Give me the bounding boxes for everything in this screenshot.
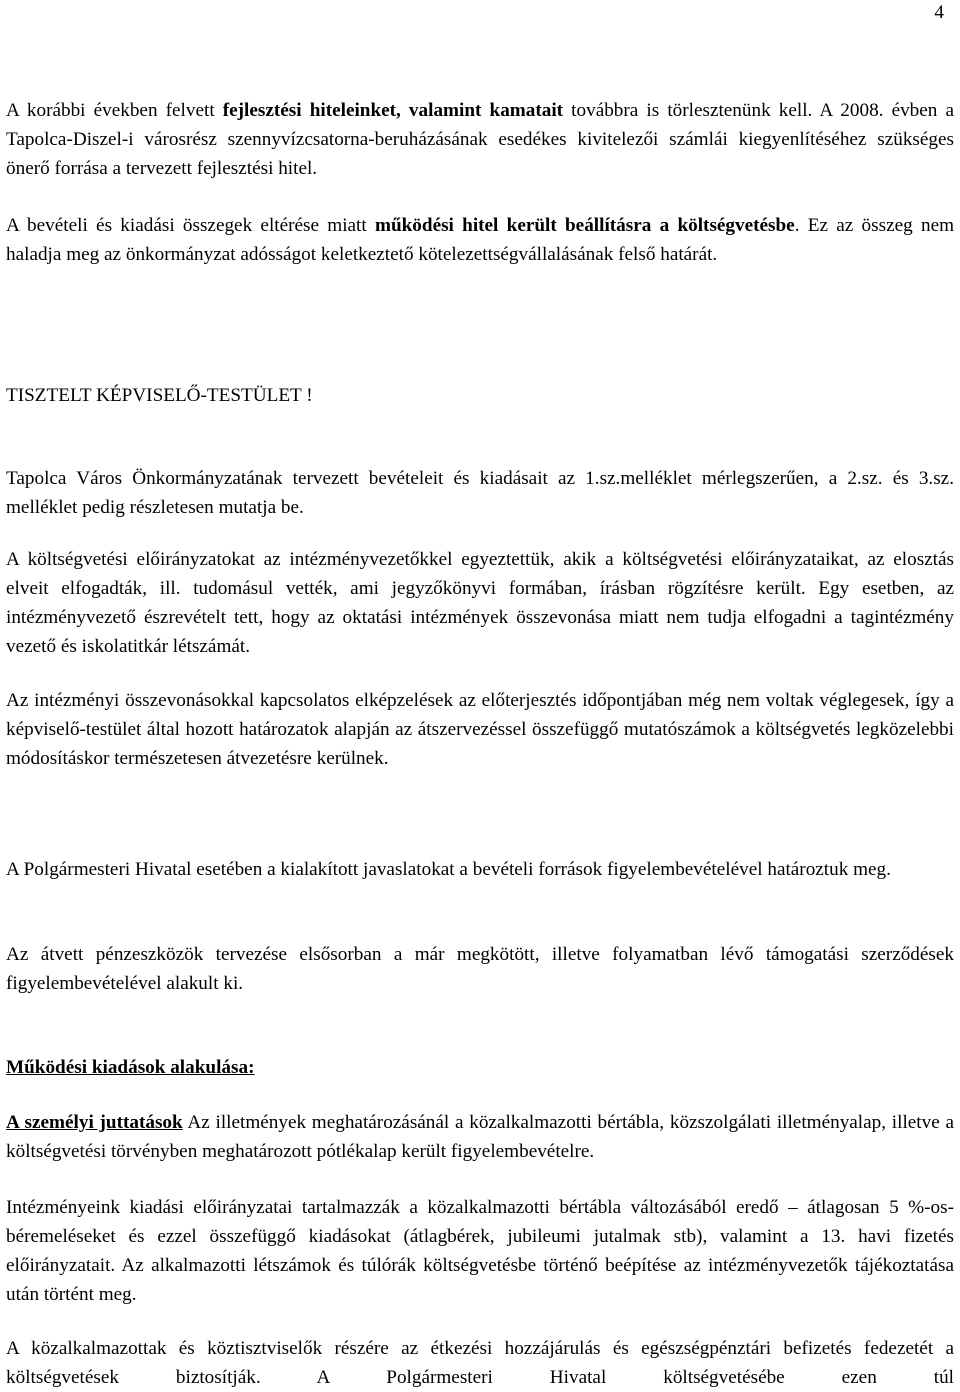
bold-text: fejlesztési hiteleinket, valamint kamatait: [222, 100, 564, 121]
paragraph-salary-increase: Intézményeink kiadási előirányzatai tartalmazzák a közalkalmazotti bértábla változásából eredő – átlagosan 5 %-os- béremeléseket és ezzel összefüggő kiadásokat (átlagbérek, jubileumi jutalmak stb), valamint a 13. havi fizetés előirányzatait. Az alkalmazotti létszámok és túlórák költségvetésbe történő beépítése az intézményvezetők tájékoztatása után történt meg.: [6, 1197, 954, 1305]
paragraph-budget-appendix: Tapolca Város Önkormányzatának tervezett bevételeit és kiadásait az 1.sz.melléklet mérlegszerűen, a 2.sz. és 3.sz. melléklet pedig részletesen mutatja be.: [6, 468, 954, 518]
paragraph-development-loans: A korábbi években felvett fejlesztési hiteleinket, valamint kamatait továbbra is törlesztenünk kell. A 2008. évben a Tapolca-Diszel-i városrész szennyvízcsatorna-beruházásának esedékes kivitelezői számlái kiegyenlítéséhez szükséges önerő forrása a tervezett fejlesztési hitel.: [6, 100, 955, 179]
underlined-term: A személyi juttatások: [6, 1112, 183, 1133]
paragraph-meal-allowance: A közalkalmazottak és köztisztviselők részére az étkezési hozzájárulás és egészségpénztári befizetés fedezetét a költségvetések biztosítják. A Polgármesteri Hivatal költségvetésébe ezen túl: [6, 1338, 954, 1388]
section-heading: Működési kiadások alakulása:: [6, 1057, 255, 1078]
paragraph-institution-merger: Az intézményi összevonásokkal kapcsolatos elképzelések az előterjesztés időpontjában még nem voltak véglegesek, így a képviselő-testület által hozott határozatok alapján az átszervezéssel összefüggő mutatószámok a költségvetés legközelebbi módosításkor természetesen átvezetésre kerülnek.: [6, 690, 954, 769]
bold-text: működési hitel került beállításra a költségvetésbe: [374, 215, 795, 236]
address-heading: TISZTELT KÉPVISELŐ-TESTÜLET !: [6, 385, 313, 406]
paragraph-operating-loan: A bevételi és kiadási összegek eltérése miatt működési hitel került beállításra a költségvetésbe. Ez az összeg nem haladja meg az önkormányzat adósságot keletkeztető kötelezettségvállalásának felső határát.: [6, 215, 955, 265]
page-number: 4: [934, 2, 944, 23]
paragraph-transferred-funds: Az átvett pénzeszközök tervezése elsősorban a már megkötött, illetve folyamatban lévő támogatási szerződések figyelembevételével alakult ki.: [6, 944, 954, 994]
document-page: [6, 0, 954, 1389]
paragraph-appropriations: A költségvetési előirányzatokat az intézményvezetőkkel egyeztettük, akik a költségvetési előirányzataikat, az elosztás elveit elfogadták, ill. tudomásul vették, ami jegyzőkönyvi formában, írásban rögzítésre került. Egy esetben, az intézményvezető észrevételt tett, hogy az oktatási intézmények összevonása miatt nem tudja elfogadni a tagintézmény vezető és iskolatitkár létszámát.: [6, 549, 954, 657]
paragraph-personnel-benefits: A személyi juttatások Az illetmények meghatározásánál a közalkalmazotti bértábla, közszolgálati illetményalap, illetve a költségvetési törvényben meghatározott pótlékalap került figyelembevételre.: [6, 1112, 954, 1162]
paragraph-mayors-office: A Polgármesteri Hivatal esetében a kialakított javaslatokat a bevételi források figyelembevételével határoztuk meg.: [6, 859, 891, 880]
